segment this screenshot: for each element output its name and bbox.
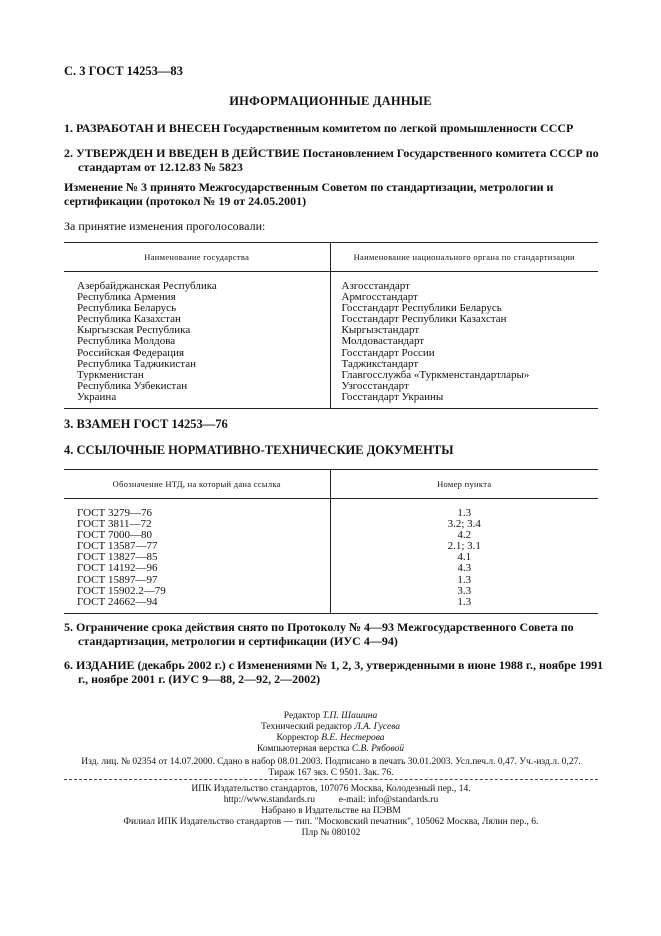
state-name: Республика Молдова (77, 335, 176, 348)
credits-block (0, 711, 661, 755)
document-ref: ГОСТ 13827—85 (77, 551, 158, 564)
item-1-text: РАЗРАБОТАН И ВНЕСЕН Государственным комитетом по легкой промышленности СССР (76, 121, 574, 135)
item-5 (64, 620, 612, 648)
document-ref: ГОСТ 13587—77 (77, 540, 158, 553)
col-header-item: Номер пункта (437, 479, 492, 489)
credit-corrector: Корректор В.Е. Нестерова (276, 733, 385, 743)
state-name: Кыргызская Республика (77, 324, 191, 337)
item-4-text: ССЫЛОЧНЫЕ НОРМАТИВНО-ТЕХНИЧЕСКИЕ ДОКУМЕНТЫ (76, 443, 454, 457)
item-6-number: 6. (64, 658, 73, 672)
documents-column (64, 499, 331, 613)
state-name: Украина (77, 390, 117, 403)
item-3-text: ВЗАМЕН ГОСТ 14253—76 (76, 417, 228, 431)
publisher-contacts: http://www.standards.ru e-mail: info@standards.ru (223, 795, 439, 805)
items-column (331, 499, 599, 613)
item-number: 1.3 (457, 507, 472, 519)
document-ref: ГОСТ 15897—97 (77, 573, 158, 586)
item-number: 4.2 (457, 529, 472, 542)
standards-body-name: Таджикстандарт (341, 357, 419, 370)
states-column (64, 272, 331, 408)
state-name: Республика Таджикистан (77, 357, 196, 370)
printer-address: Филиал ИПК Издательство стандартов — тип. "Московский печатник", 105062 Москва, Лялин пер., 6. (123, 817, 539, 827)
publisher-address: ИПК Издательство стандартов, 107076 Москва, Колодезный пер., 14. (191, 784, 471, 794)
state-name: Туркменистан (77, 368, 144, 381)
item-number: 4.1 (457, 551, 472, 564)
item-5-text: Ограничение срока действия снято по Протоколу № 4—93 Межгосударственного Совета по стандартизации, метрологии и сертификации (ИУС 4—94) (76, 620, 574, 648)
printer-license: Плр № 080102 (301, 828, 361, 838)
document-ref: ГОСТ 3811—72 (77, 518, 152, 531)
item-number: 3.3 (457, 584, 472, 597)
standards-body-name: Узгосстандарт (341, 379, 409, 392)
state-name: Республика Беларусь (77, 302, 177, 315)
document-ref: ГОСТ 3279—76 (77, 507, 152, 519)
standards-body-name: Госстандарт Республики Казахстан (341, 313, 507, 326)
standards-body-name: Молдовастандарт (341, 335, 425, 348)
col-header-state: Наименование государства (64, 243, 331, 271)
standards-body-name: Азгосстандарт (341, 280, 410, 292)
document-ref: ГОСТ 7000—80 (77, 529, 152, 542)
voted-label: За принятие изменения проголосовали: (64, 219, 266, 233)
credit-tech-editor: Технический редактор Л.А. Гусева (260, 722, 401, 732)
item-number: 4.3 (457, 562, 472, 575)
document-ref: ГОСТ 15902.2—79 (77, 584, 166, 597)
page-header: С. 3 ГОСТ 14253—83 (64, 64, 183, 78)
col-header-body: Наименование национального органа по стандартизации (353, 252, 575, 262)
item-3-number: 3. (64, 417, 74, 431)
item-6-text: ИЗДАНИЕ (декабрь 2002 г.) с Изменениями № 1, 2, 3, утвержденными в июне 1988 г., ноябре 1991 г., ноябре 2001 г. (ИУС 9—88, 2—92, 2—2002) (76, 658, 604, 686)
item-1 (64, 121, 604, 135)
item-number: 3.2; 3.4 (447, 518, 481, 531)
item-number: 1.3 (457, 595, 472, 608)
state-name: Азербайджанская Республика (77, 280, 217, 292)
states-table (64, 242, 598, 409)
item-number: 1.3 (457, 573, 472, 586)
imprint-license-line: Изд. лиц. № 02354 от 14.07.2000. Сдано в набор 08.01.2003. Подписано в печать 30.01.2003. Усл.печ.л. 0,47. Уч.-изд.л. 0,27. (81, 757, 581, 767)
standards-body-name: Армгосстандарт (341, 291, 418, 304)
references-table (64, 469, 598, 614)
item-2-text: УТВЕРЖДЕН И ВВЕДЕН В ДЕЙСТВИЕ Постановлением Государственного комитета СССР по стандартам от 12.12.83 № 5823 (76, 146, 599, 174)
item-5-number: 5. (64, 620, 73, 634)
standards-body-name: Госстандарт Республики Беларусь (341, 302, 502, 315)
standards-body-name: Главгосслужба «Туркменстандартлары» (341, 368, 530, 381)
references-table-header (64, 470, 598, 499)
state-name: Республика Армения (77, 291, 176, 304)
state-name: Российская Федерация (77, 346, 185, 359)
item-2-number: 2. (64, 146, 73, 160)
standards-body-name: Кыргызстандарт (341, 324, 420, 337)
state-name: Республика Казахстан (77, 313, 181, 326)
imprint-print-run: Тираж 167 экз. С 9501. Зак. 76. (268, 768, 394, 778)
standards-body-name: Госстандарт России (341, 346, 435, 359)
states-table-header (64, 243, 598, 272)
page-title: ИНФОРМАЦИОННЫЕ ДАННЫЕ (229, 94, 432, 108)
col-header-document: Обозначение НТД, на который дана ссылка (64, 470, 331, 498)
credit-layout: Компьютерная верстка С.В. Рябовой (257, 744, 404, 754)
item-4 (64, 443, 453, 458)
imprint-bottom (64, 784, 598, 839)
item-number: 2.1; 3.1 (447, 540, 481, 553)
amendment-note: Изменение № 3 принято Межгосударственным Советом по стандартизации, метрологии и сертификации (протокол № 19 от 24.05.2001) (64, 180, 554, 208)
document-ref: ГОСТ 14192—96 (77, 562, 158, 575)
imprint-top (64, 757, 598, 779)
item-4-number: 4. (64, 443, 74, 457)
item-2 (64, 146, 612, 174)
item-3 (64, 417, 228, 432)
divider (64, 779, 598, 780)
credit-editor: Редактор Т.П. Шашина (283, 711, 378, 721)
item-6 (64, 658, 612, 686)
document-ref: ГОСТ 24662—94 (77, 595, 158, 608)
state-name: Республика Узбекистан (77, 379, 188, 392)
standards-body-name: Госстандарт Украины (341, 390, 444, 403)
item-1-number: 1. (64, 121, 73, 135)
typeset-note: Набрано в Издательстве на ПЭВМ (261, 806, 401, 816)
bodies-column (331, 272, 599, 408)
